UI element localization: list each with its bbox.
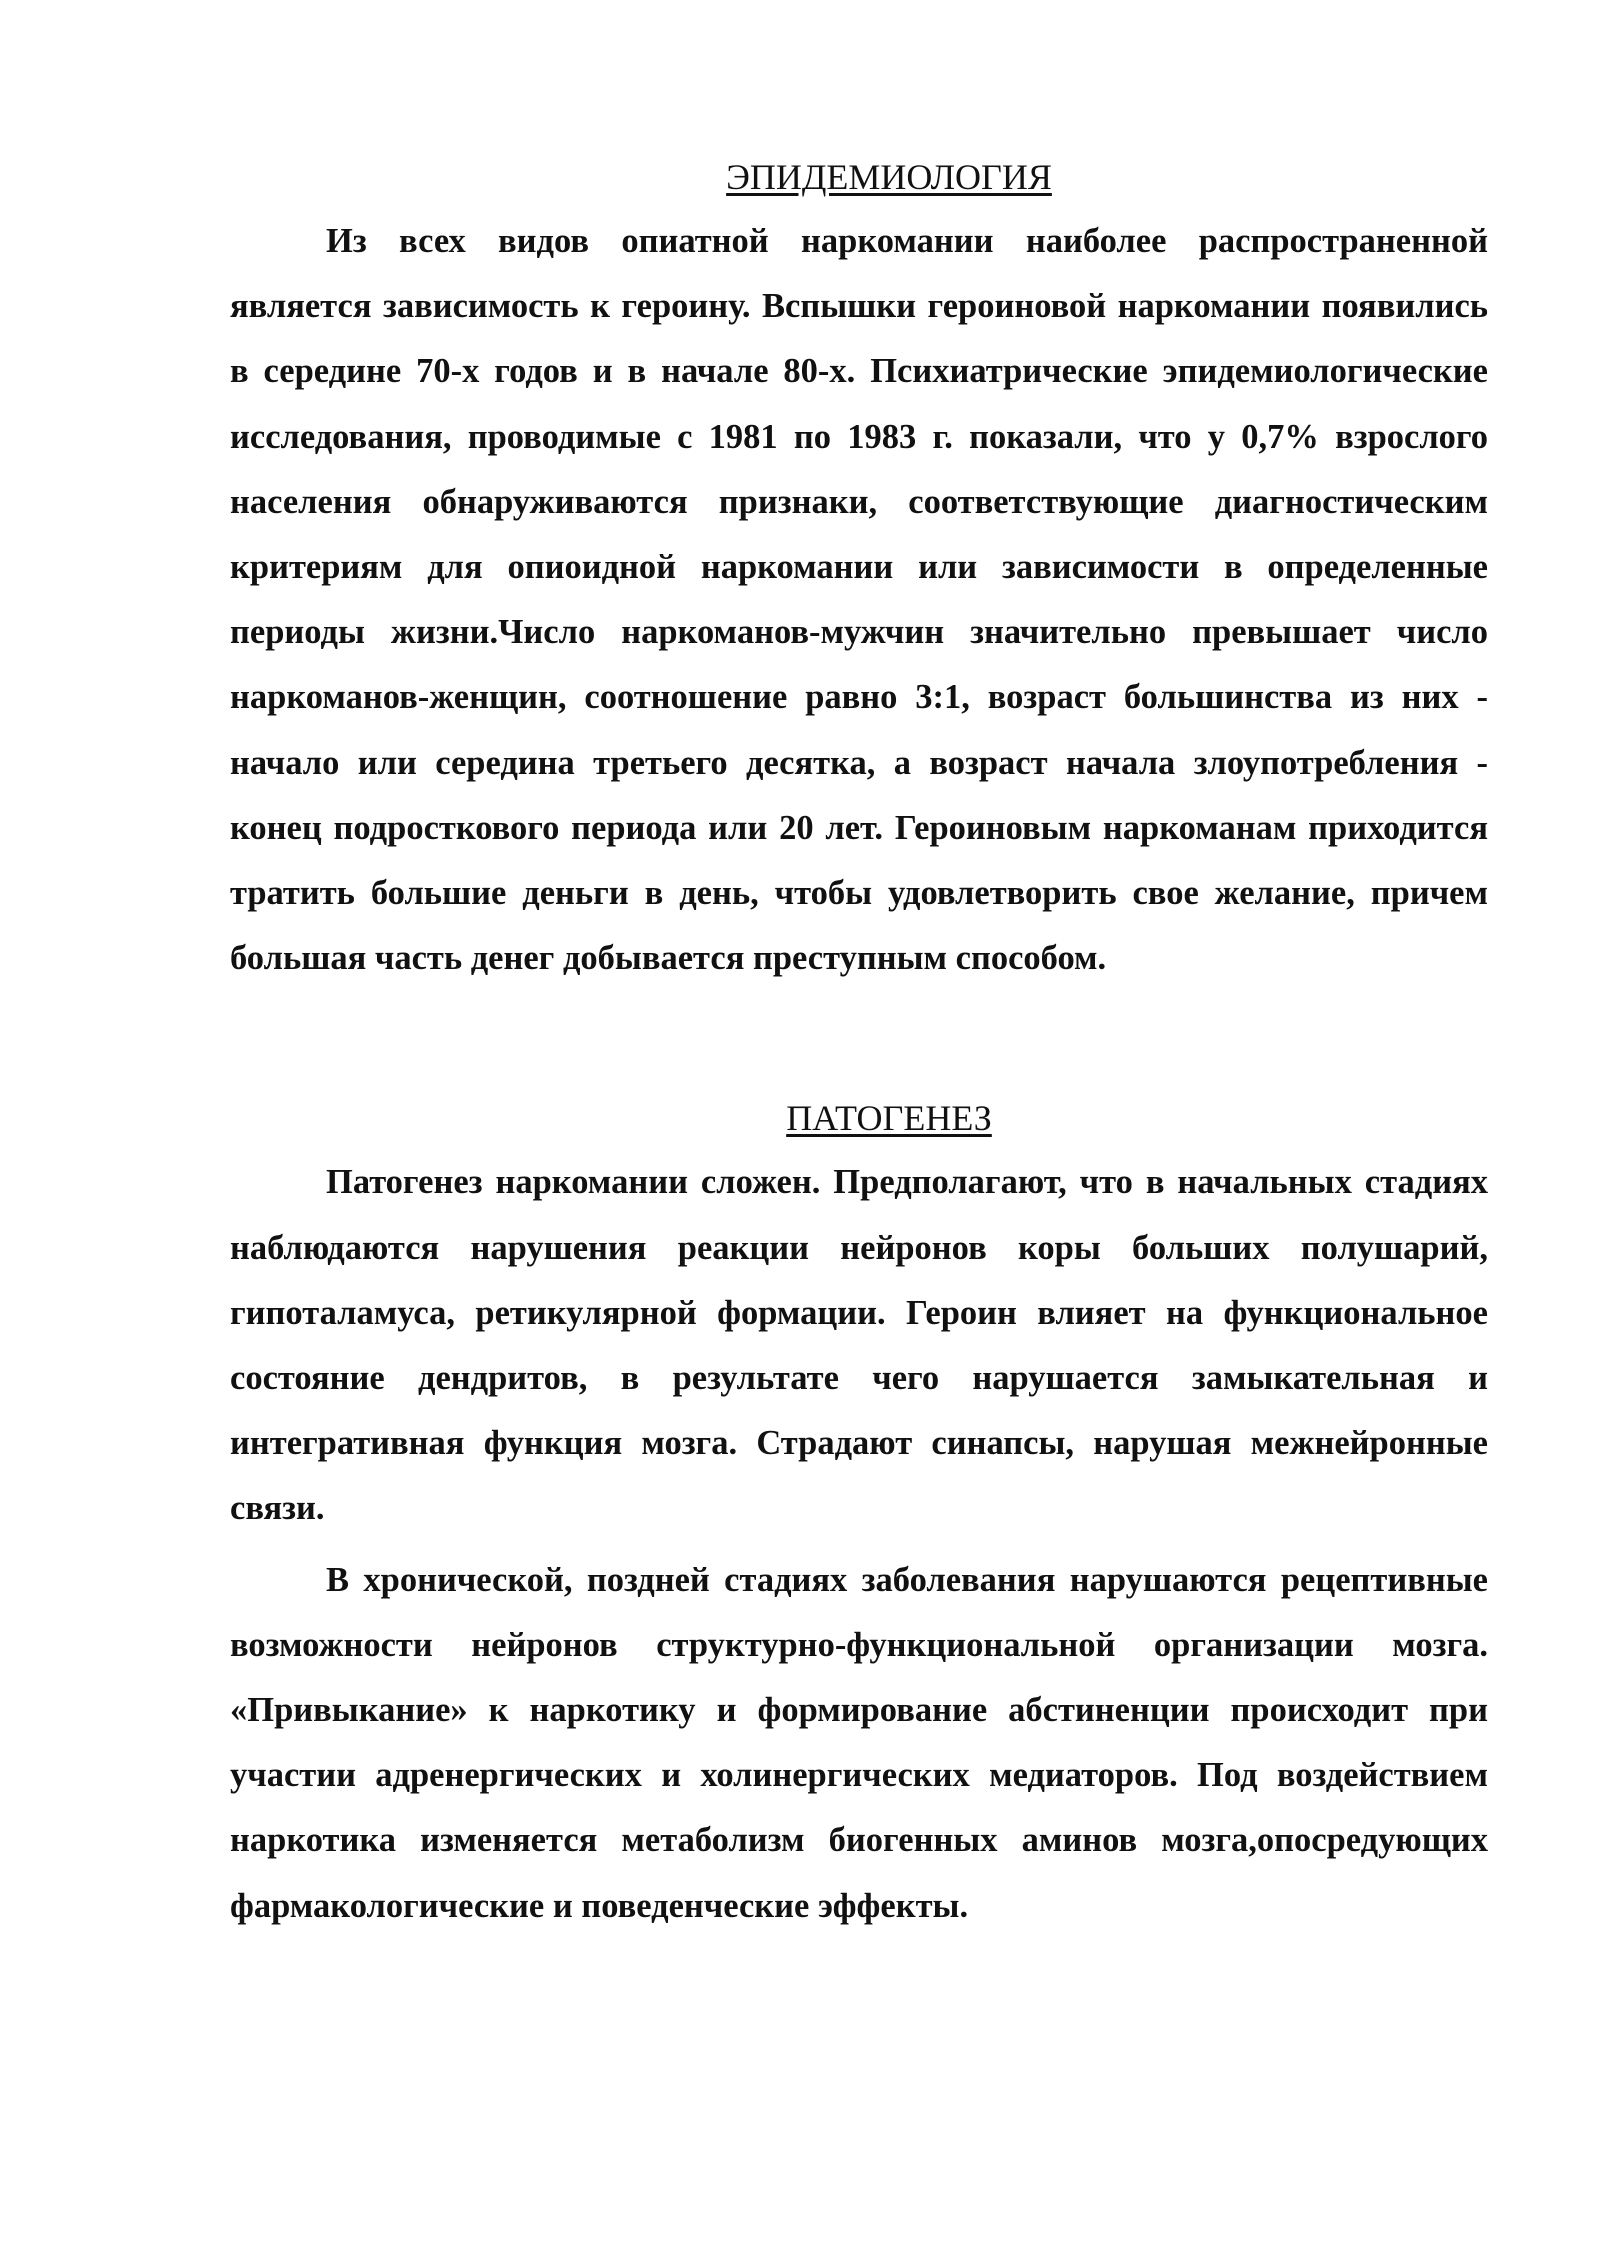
- section-heading-pathogenesis: ПАТОГЕНЕЗ: [786, 1098, 992, 1139]
- paragraph-epidemiology-1: Из всех видов опиатной наркомании наиболее распространенной является зависимость к героину. Вспышки героиновой наркомании появились в середине 70-х годов и в начале 80-х. Психиатрические эпидемиологические исследования, проводимые с 1981 по 1983 г. показали, что у 0,7% взрослого населения обнаруживаются признаки, соответствующие диагностическим критериям для опиоидной наркомании или зависимости в определенные периоды жизни.Число наркоманов-мужчин значительно превышает число наркоманов-женщин, соотношение равно 3:1, возраст большинства из них - начало или середина третьего десятка, а возраст начала злоупотребления - конец подросткового периода или 20 лет. Героиновым наркоманам приходится тратить большие деньги в день, чтобы удовлетворить свое желание, причем большая часть денег добывается преступным способом.: [230, 222, 1488, 978]
- section-spacer: [230, 991, 1488, 1086]
- section-heading-epidemiology: ЭПИДЕМИОЛОГИЯ: [726, 157, 1052, 197]
- document-body: [230, 145, 1488, 1939]
- section-pathogenesis: [230, 1086, 1488, 1938]
- section-epidemiology: [230, 145, 1488, 991]
- paragraph-pathogenesis-1: Патогенез наркомании сложен. Предполагают, что в начальных стадиях наблюдаются нарушения реакции нейронов коры больших полушарий, гипоталамуса, ретикулярной формации. Героин влияет на функциональное состояние дендритов, в результате чего нарушается замыкательная и интегративная функция мозга. Страдают синапсы, нарушая межнейронные связи.: [230, 1163, 1488, 1528]
- paragraph-pathogenesis-2: В хронической, поздней стадиях заболевания нарушаются рецептивные возможности нейронов структурно-функциональной организации мозга. «Привыкание» к наркотику и формирование абстиненции происходит при участии адренергических и холинергических медиаторов. Под воздействием наркотика изменяется метаболизм биогенных аминов мозга,опосредующих фармакологические и поведенческие эффекты.: [230, 1560, 1488, 1925]
